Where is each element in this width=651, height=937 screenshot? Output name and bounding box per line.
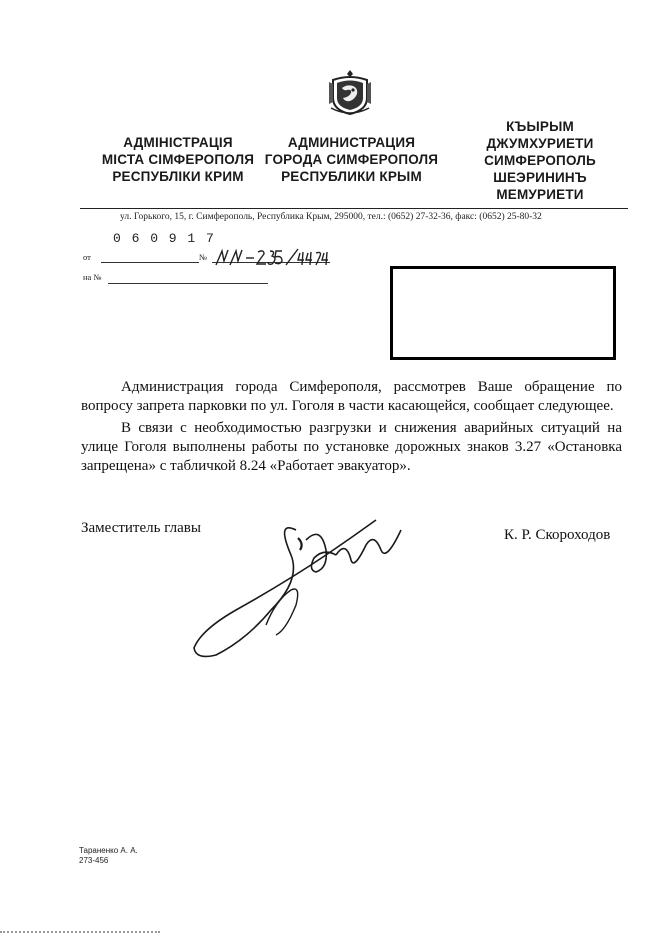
executor-info [79, 846, 138, 866]
from-label: от [83, 252, 91, 262]
number-sign: № [199, 252, 208, 262]
org-name-line: РЕСПУБЛІКИ КРИМ [112, 169, 244, 184]
org-name-ukrainian [83, 134, 273, 185]
org-name-line: РЕСПУБЛИКИ КРЫМ [281, 169, 422, 184]
executor-phone: 273-456 [79, 856, 109, 865]
org-name-line: АДМИНИСТРАЦИЯ [287, 135, 416, 150]
scan-artifact [0, 931, 160, 933]
signatory-name: К. Р. Скороходов [504, 527, 611, 543]
header-divider [80, 208, 628, 209]
signatory-position: Заместитель главы [81, 520, 201, 536]
org-name-line: МІСТА СІМФЕРОПОЛЯ [101, 152, 255, 167]
org-name-line: ГОРОДА СИМФЕРОПОЛЯ [264, 152, 439, 167]
handwritten-signature [176, 510, 406, 660]
reply-to-label: на № [83, 272, 102, 282]
body-paragraph: В связи с необходимостью разгрузки и снижения аварийных ситуаций на улице Гоголя выполнены работы по установке дорожных знаков 3.27 «Остановка запрещена» с табличкой 8.24 «Работает эвакуатор». [81, 420, 622, 474]
executor-name: Тараненко А. А. [79, 846, 138, 855]
body-paragraph: Администрация города Симферополя, рассмотрев Ваше обращение по вопросу запрета парковки по ул. Гоголя в части касающейся, сообщает следующее. [81, 379, 622, 414]
redacted-addressee-box [390, 266, 616, 360]
org-name-line: ДЖУМХУРИЕТИ [486, 136, 594, 151]
address-line: ул. Горького, 15, г. Симферополь, Республика Крым, 295000, тел.: (0652) 27-32-36, факс: (0652) 25-80-32 [120, 212, 542, 222]
org-name-line: КЪЫРЫМ [506, 119, 574, 134]
registration-date-stamp: 0 6 0 9 1 7 [113, 231, 216, 246]
letter-body [81, 378, 622, 476]
org-name-line: АДМІНІСТРАЦІЯ [123, 135, 233, 150]
org-name-line: МЕМУРИЕТИ [496, 187, 584, 202]
coat-of-arms-emblem [325, 68, 375, 116]
org-name-crimean-tatar [450, 118, 630, 203]
org-name-line: ШЕЭРИНИНЪ [493, 170, 587, 185]
org-name-russian [255, 134, 448, 185]
org-name-line: СИМФЕРОПОЛЬ [484, 153, 596, 168]
handwritten-registration-number [212, 247, 336, 269]
date-fill-line [101, 262, 199, 263]
reply-fill-line [108, 283, 268, 284]
